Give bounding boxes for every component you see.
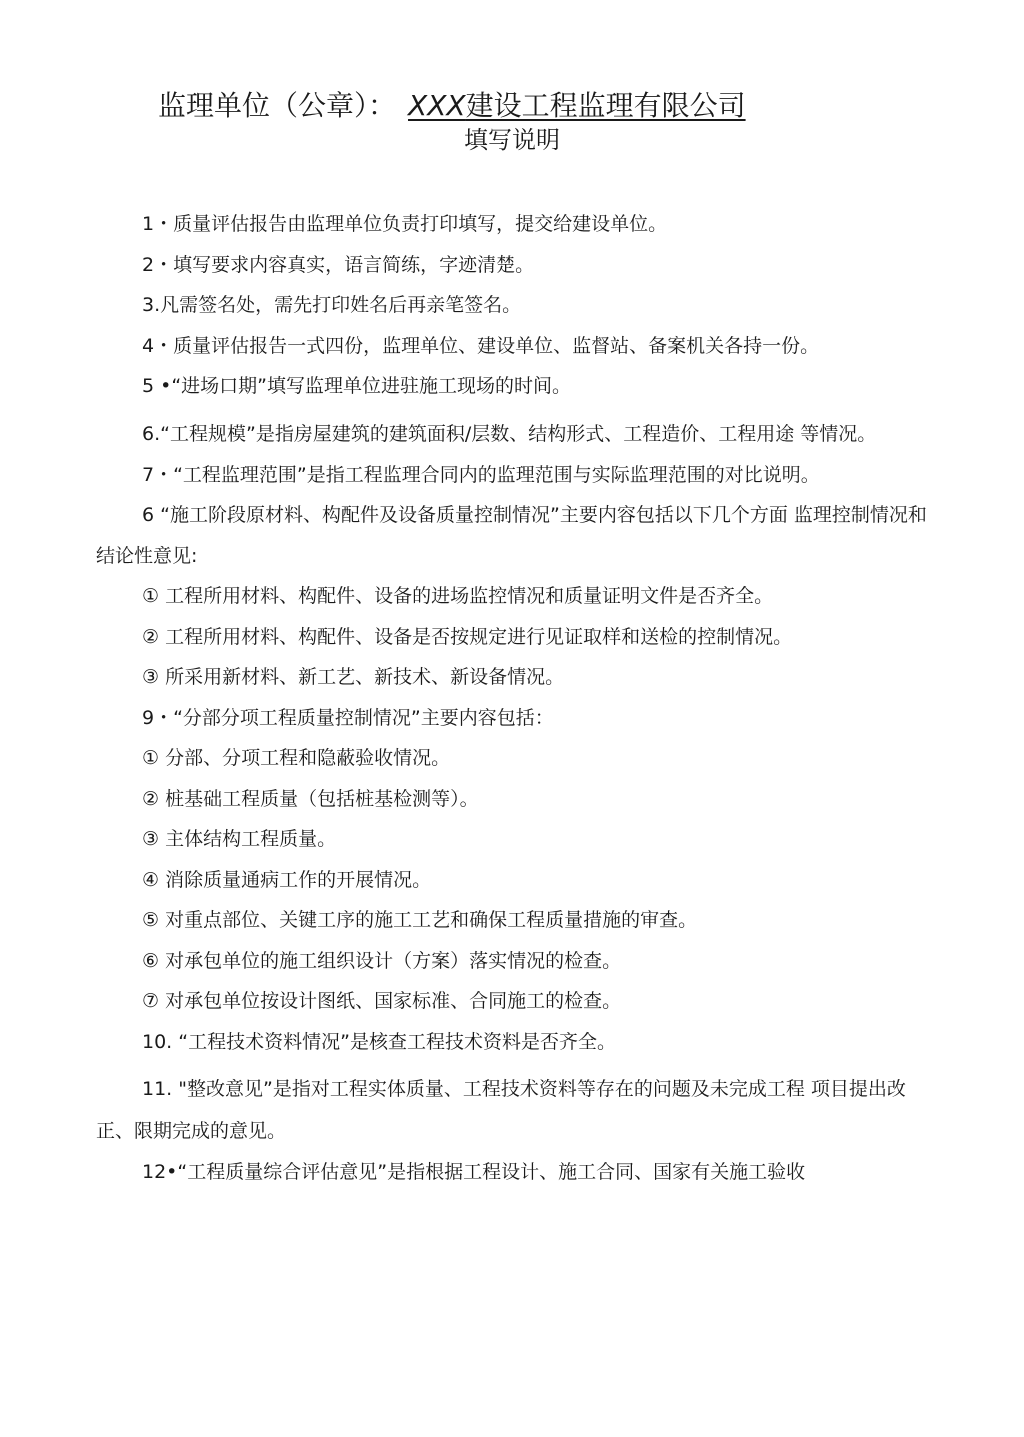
company-name <box>408 89 746 122</box>
instruction-paragraph: 6 “施工阶段原材料、构配件及设备质量控制情况”主要内容包括以下几个方面 监理控制情况和结论性意见: <box>96 504 927 567</box>
instruction-paragraph: 5 •“进场口期”填写监理单位进驻施工现场的时间。 <box>142 375 572 397</box>
list-item: ⑤ 对重点部位、关键工序的施工工艺和确保工程质量措施的审查。 <box>142 909 698 931</box>
company-name-text: 建设工程监理有限公司 <box>465 89 746 122</box>
instruction-paragraph: 7・“工程监理范围”是指工程监理合同内的监理范围与实际监理范围的对比说明。 <box>142 463 820 486</box>
list-item: ② 桩基础工程质量（包括桩基检测等）。 <box>142 787 479 810</box>
list-item: ① 分部、分项工程和隐蔽验收情况。 <box>142 747 451 769</box>
instruction-paragraph: 11. "整改意见”是指对工程实体质量、工程技术资料等存在的问题及未完成工程 项目提出改正、限期完成的意见。 <box>96 1078 906 1142</box>
instruction-paragraph: 3.凡需签名处，需先打印姓名后再亲笔签名。 <box>142 294 522 316</box>
list-item: ⑥ 对承包单位的施工组织设计（方案）落实情况的检查。 <box>142 949 622 972</box>
page-title: 填写说明 <box>464 126 560 154</box>
instructions-body <box>96 204 936 1193</box>
list-item: ⑦ 对承包单位按设计图纸、国家标准、合同施工的检查。 <box>142 990 622 1012</box>
company-prefix: XXX <box>408 89 466 122</box>
list-item: ① 工程所用材料、构配件、设备的进场监控情况和质量证明文件是否齐全。 <box>142 585 774 607</box>
list-item: ④ 消除质量通病工作的开展情况。 <box>142 868 432 891</box>
list-item: ③ 主体结构工程质量。 <box>142 828 337 850</box>
instruction-paragraph: 9・“分部分项工程质量控制情况”主要内容包括： <box>142 706 554 729</box>
instruction-paragraph: 12•“工程质量综合评估意见”是指根据工程设计、施工合同、国家有关施工验收 <box>142 1161 806 1183</box>
supervision-unit-label: 监理单位（公章）： <box>158 89 397 122</box>
instruction-paragraph: 4・质量评估报告一式四份，监理单位、建设单位、监督站、备案机关各持一份。 <box>142 334 820 357</box>
instruction-paragraph: 1・质量评估报告由监理单位负责打印填写，提交给建设单位。 <box>142 213 668 235</box>
instruction-paragraph: 2・填写要求内容真实，语言简练，字迹清楚。 <box>142 253 535 276</box>
instruction-paragraph: 6.“工程规模”是指房屋建筑的建筑面积/层数、结构形式、工程造价、工程用途 等情况。 <box>142 422 877 445</box>
list-item: ② 工程所用材料、构配件、设备是否按规定进行见证取样和送检的控制情况。 <box>142 625 793 648</box>
instruction-paragraph: 10. “工程技术资料情况”是核查工程技术资料是否齐全。 <box>142 1030 616 1053</box>
list-item: ③ 所采用新材料、新工艺、新技术、新设备情况。 <box>142 666 565 688</box>
supervision-unit-header <box>158 86 746 126</box>
